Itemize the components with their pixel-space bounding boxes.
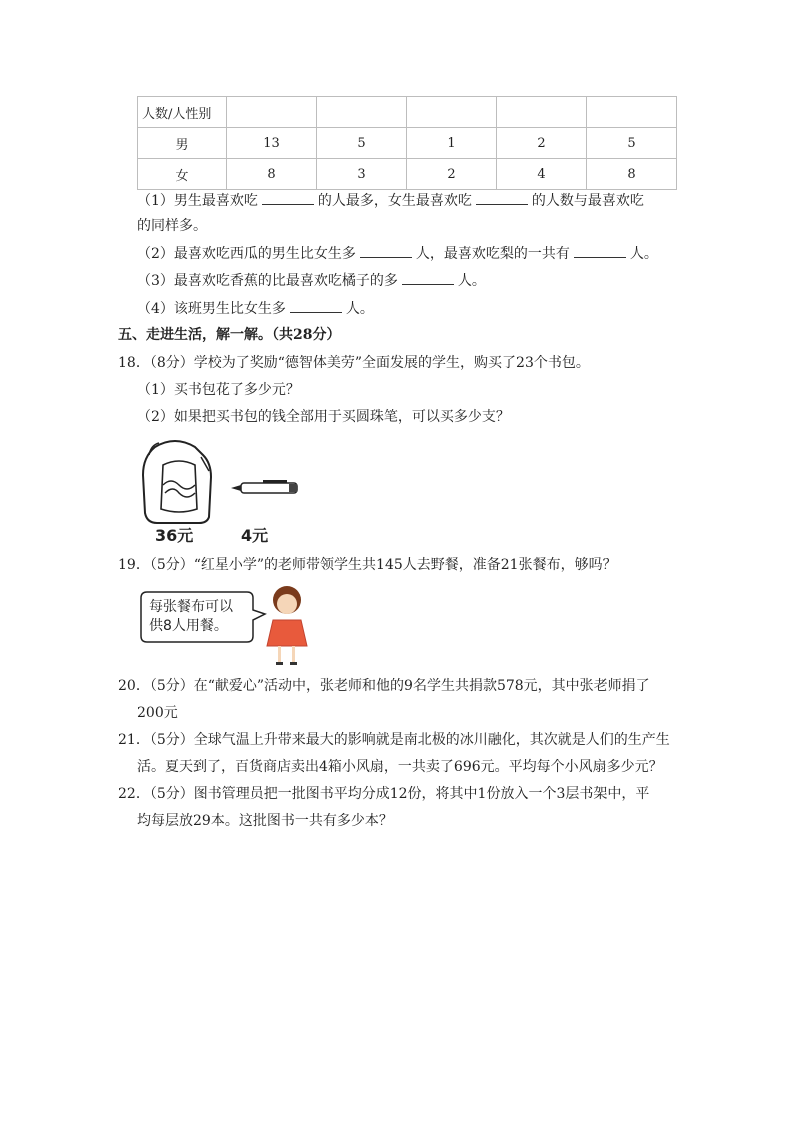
bubble-text-line1: 每张餐布可以: [149, 599, 233, 615]
header-cell: [497, 97, 587, 128]
bubble-text-line2: 供8人用餐。: [149, 618, 228, 634]
table-row-male: [138, 128, 677, 159]
answer-blank[interactable]: [290, 298, 342, 313]
q17-part2: （2）最喜欢吃西瓜的男生比女生多 人，最喜欢吃梨的一共有 人。: [137, 243, 658, 264]
header-cell: [407, 97, 497, 128]
q21-line1: 21．（5分）全球气温上升带来最大的影响就是南北极的冰川融化，其次就是人们的生产生: [118, 732, 670, 748]
answer-blank[interactable]: [262, 190, 314, 205]
bag-price-label: 36元: [155, 526, 194, 545]
girl-icon: [267, 586, 307, 665]
q19-text: 19．（5分）“红星小学”的老师带领学生共145人去野餐，准备21张餐布，够吗？: [118, 557, 617, 573]
q18-text: 18．（8分）学校为了奖励“德智体美劳”全面发展的学生，购买了23个书包。: [118, 355, 590, 371]
q20-line2: 200元: [137, 705, 178, 721]
q18-sub2: （2）如果把买书包的钱全部用于买圆珠笔，可以买多少支？: [137, 409, 510, 425]
q21-line2: 活。夏天到了，百货商店卖出4箱小风扇，一共卖了696元。平均每个小风扇多少元？: [137, 759, 663, 775]
q18-sub1: （1）买书包花了多少元？: [137, 382, 300, 398]
q17-part1-line1: （1）男生最喜欢吃 的人最多，女生最喜欢吃 的人数与最喜欢吃: [137, 190, 644, 211]
section-5-heading: 五、走进生活，解一解。（共28分）: [118, 327, 341, 343]
q17-part4: （4）该班男生比女生多 人。: [137, 298, 374, 319]
header-cell: [227, 97, 317, 128]
pen-icon: [231, 480, 297, 493]
row-label: 女: [138, 159, 227, 190]
table-cell: 2: [497, 128, 587, 159]
q17-part1-line2: 的同样多。: [137, 218, 207, 234]
q22-line1: 22．（5分）图书管理员把一批图书平均分成12份，将其中1份放入一个3层书架中，平: [118, 786, 650, 802]
q19-illustration: [137, 580, 317, 668]
table-cell: 13: [227, 128, 317, 159]
row-label: 男: [138, 128, 227, 159]
table-cell: 8: [227, 159, 317, 190]
table-cell: 2: [407, 159, 497, 190]
answer-blank[interactable]: [360, 243, 412, 258]
table-row-female: [138, 159, 677, 190]
header-cell: [317, 97, 407, 128]
table-corner-cell: 人数/人性别: [138, 97, 227, 128]
table-cell: 1: [407, 128, 497, 159]
q20-line1: 20．（5分）在“献爱心”活动中，张老师和他的9名学生共捐款578元，其中张老师捐了: [118, 678, 650, 694]
answer-blank[interactable]: [402, 270, 454, 285]
table-cell: 5: [317, 128, 407, 159]
header-cell: [587, 97, 677, 128]
table-header-row: [138, 97, 677, 128]
table-cell: 5: [587, 128, 677, 159]
table-cell: 3: [317, 159, 407, 190]
pen-price-label: 4元: [241, 526, 269, 545]
q22-line2: 均每层放29本。这批图书一共有多少本？: [137, 813, 393, 829]
answer-blank[interactable]: [574, 243, 626, 258]
answer-blank[interactable]: [476, 190, 528, 205]
q17-part3: （3）最喜欢吃香蕉的比最喜欢吃橘子的多 人。: [137, 270, 486, 291]
survey-table: [137, 96, 677, 190]
table-cell: 4: [497, 159, 587, 190]
q18-illustration: [137, 435, 309, 547]
table-cell: 8: [587, 159, 677, 190]
